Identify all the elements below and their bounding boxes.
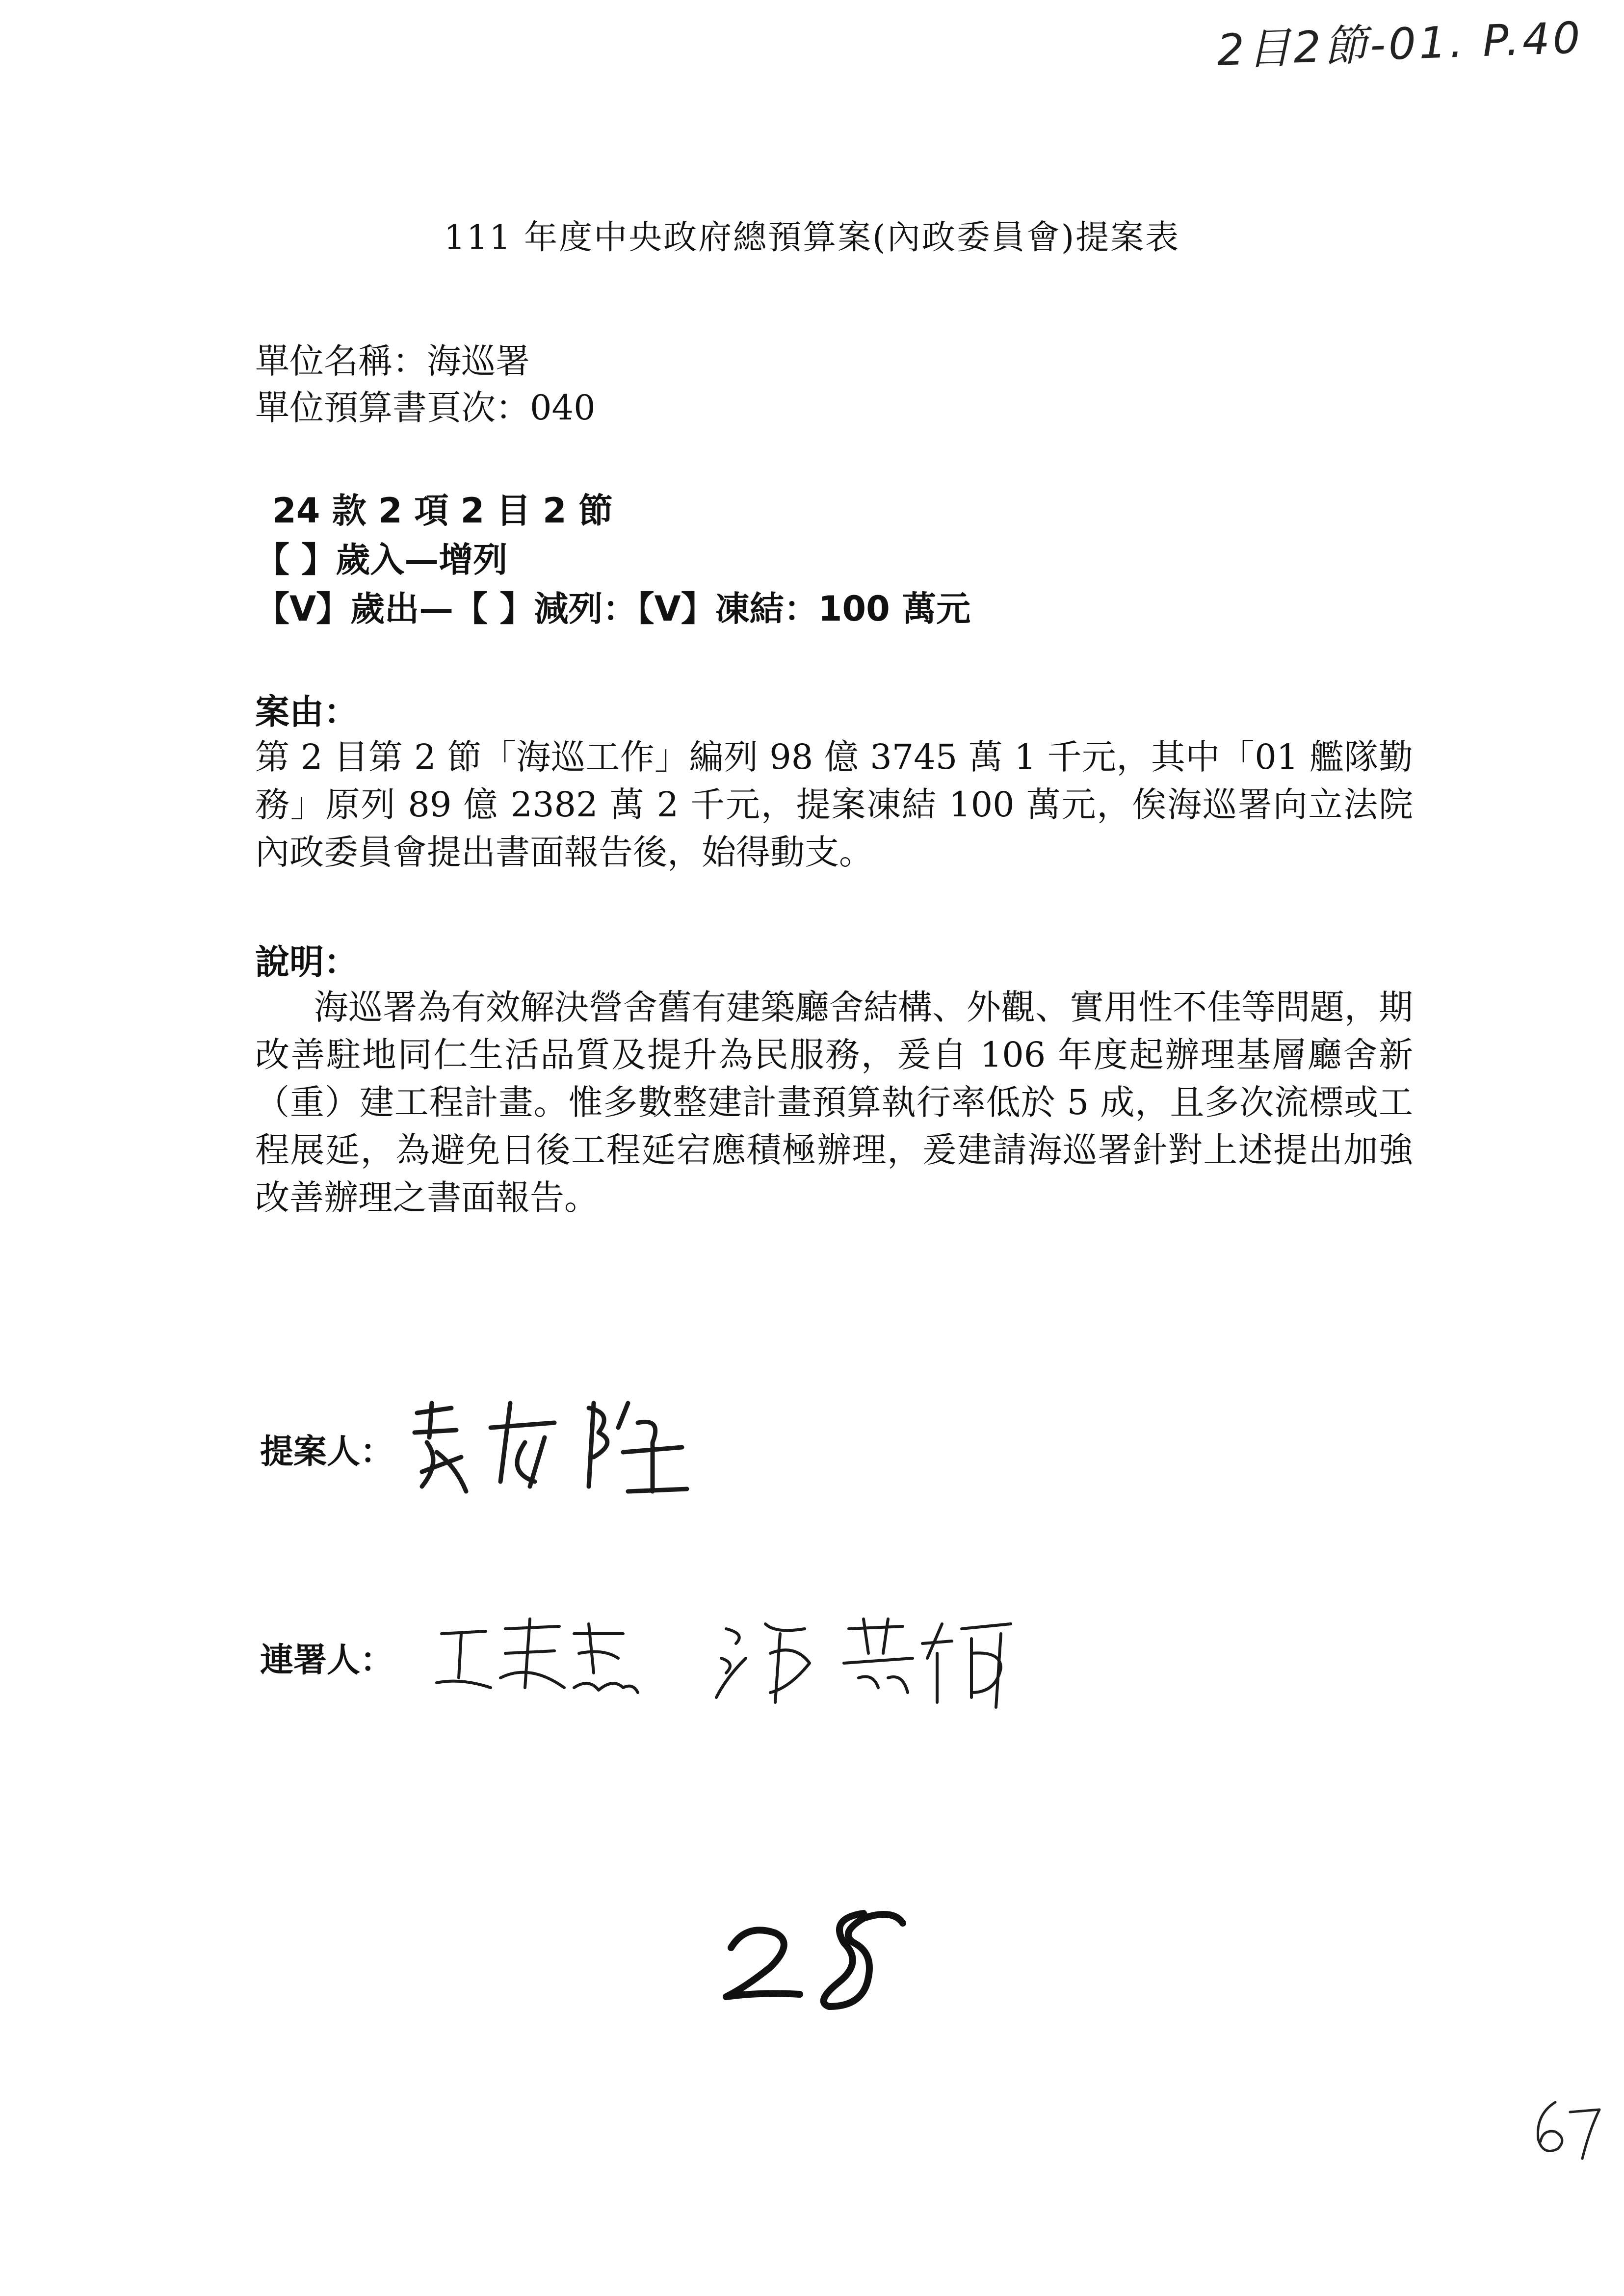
proposer-signature <box>407 1383 702 1501</box>
proposer-label: 提案人： <box>260 1433 394 1471</box>
explanation-text: 海巡署為有效解決營舍舊有建築廳舍結構、外觀、實用性不佳等問題，期改善駐地同仁生活品質及提升為民服務，爰自 106 年度起辦理基層廳舍新（重）建工程計畫。惟多數整建計畫預算執行率低於 5 成，且多次流標或工程展延，為避免日後工程延宕應積極辦理，爰建請海巡署針對上述提出加強改善辦理之書面報告。 <box>255 987 1413 1218</box>
handwritten-number-28 <box>716 1904 922 2011</box>
item-code: 24 款 2 項 2 目 2 節 <box>272 491 613 531</box>
handwritten-page-number <box>1526 2095 1609 2164</box>
unit-name: 單位名稱：海巡署 <box>255 341 530 381</box>
cosigner-signatures <box>432 1604 1045 1712</box>
handwritten-corner-note: 2目2節-01. P.40 <box>1216 12 1584 76</box>
unit-budget-page: 單位預算書頁次：040 <box>255 388 596 428</box>
reason-heading: 案由： <box>255 692 358 732</box>
page-title: 111 年度中央政府總預算案(內政委員會)提案表 <box>444 218 1180 257</box>
cosigners-label: 連署人： <box>260 1641 394 1680</box>
explanation-heading: 說明： <box>255 942 358 982</box>
expense-line: 【V】歲出—【 】減列：【V】凍結：100 萬元 <box>255 589 971 629</box>
revenue-line: 【 】歲入—增列 <box>255 540 508 580</box>
reason-text: 第 2 目第 2 節「海巡工作」編列 98 億 3745 萬 1 千元，其中「01 艦隊勤務」原列 89 億 2382 萬 2 千元，提案凍結 100 萬元，俟海巡署向立法院內政委員會提出書面報告後，始得動支。 <box>255 737 1413 872</box>
